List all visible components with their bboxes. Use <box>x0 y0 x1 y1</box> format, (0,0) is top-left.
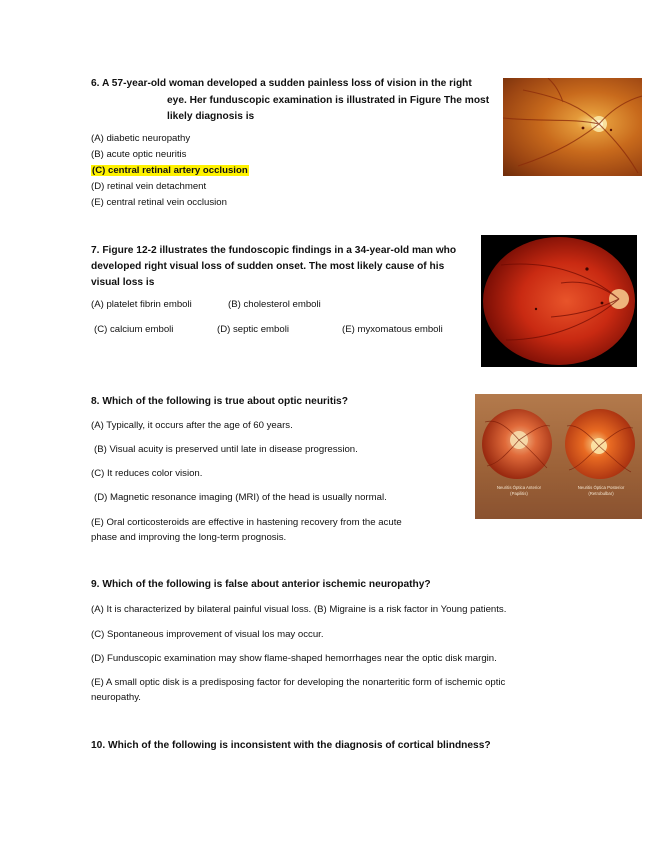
q6-stem-line3: likely diagnosis is <box>167 111 255 122</box>
q6-option-c-highlighted: (C) central retinal artery occlusion <box>92 165 248 176</box>
q6-option-b: (B) acute optic neuritis <box>91 149 187 160</box>
q8-stem: 8. Which of the following is true about optic neuritis? <box>91 396 348 407</box>
q7-stem-line1: 7. Figure 12-2 illustrates the fundoscopic findings in a 34-year-old man who <box>91 245 457 256</box>
q8-option-a: (A) Typically, it occurs after the age of 60 years. <box>91 420 293 431</box>
q7-option-e: (E) myxomatous emboli <box>342 324 443 335</box>
q8-caption-left <box>485 485 553 497</box>
q7-option-c: (C) calcium emboli <box>94 324 174 335</box>
q9-stem: 9. Which of the following is false about anterior ischemic neuropathy? <box>91 579 431 590</box>
q9-option-a-b: (A) It is characterized by bilateral painful visual loss. (B) Migraine is a risk factor in Young patients. <box>91 604 507 615</box>
q7-option-a: (A) platelet fibrin emboli <box>91 299 192 310</box>
q8-option-e-cont: phase and improving the long-term prognosis. <box>91 532 287 543</box>
q6-option-e: (E) central retinal vein occlusion <box>91 197 227 208</box>
q9-option-e-cont: neuropathy. <box>91 692 141 703</box>
q7-fundus-image <box>481 235 637 367</box>
q6-option-a: (A) diabetic neuropathy <box>91 133 191 144</box>
q8-option-b: (B) Visual acuity is preserved until late in disease progression. <box>94 444 358 455</box>
q8-option-d: (D) Magnetic resonance imaging (MRI) of the head is usually normal. <box>94 492 387 503</box>
q10-stem: 10. Which of the following is inconsistent with the diagnosis of cortical blindness? <box>91 740 491 751</box>
q6-option-c-wrap <box>91 163 249 178</box>
q6-stem-line1: 6. A 57-year-old woman developed a sudden painless loss of vision in the right <box>91 78 472 89</box>
q8-caption-right-line2: (Retrobulbar) <box>588 491 614 496</box>
q9-option-d: (D) Funduscopic examination may show flame-shaped hemorrhages near the optic disk margin. <box>91 653 497 664</box>
q7-stem-line3: visual loss is <box>91 277 155 288</box>
q7-stem-line2: developed right visual loss of sudden onset. The most likely cause of his <box>91 261 445 272</box>
q8-caption-right-line1: Neuritis Óptica Posterior <box>577 485 625 490</box>
q8-optic-neuritis-image <box>475 394 642 519</box>
q6-option-d: (D) retinal vein detachment <box>91 181 207 192</box>
q8-fundus-pair <box>475 394 642 519</box>
q8-option-c: (C) It reduces color vision. <box>91 468 203 479</box>
q8-caption-left-line2: (Papilitis) <box>510 491 528 496</box>
q9-option-c: (C) Spontaneous improvement of visual los may occur. <box>91 629 324 640</box>
q6-stem-line2: eye. Her funduscopic examination is illustrated in Figure The most <box>167 95 490 106</box>
q8-caption-right <box>565 485 637 497</box>
q7-option-d: (D) septic emboli <box>217 324 289 335</box>
q9-option-e: (E) A small optic disk is a predisposing factor for developing the nonarteritic form of ischemic optic <box>91 677 506 688</box>
q8-caption-left-line1: Neuritis Óptica Anterior <box>496 485 542 490</box>
q7-option-b: (B) cholesterol emboli <box>228 299 321 310</box>
q8-option-e: (E) Oral corticosteroids are effective in hastening recovery from the acute <box>91 517 402 528</box>
q6-fundus-vessels <box>503 78 642 176</box>
q7-fundus-vessels <box>481 235 637 367</box>
q6-fundus-image <box>503 78 642 176</box>
